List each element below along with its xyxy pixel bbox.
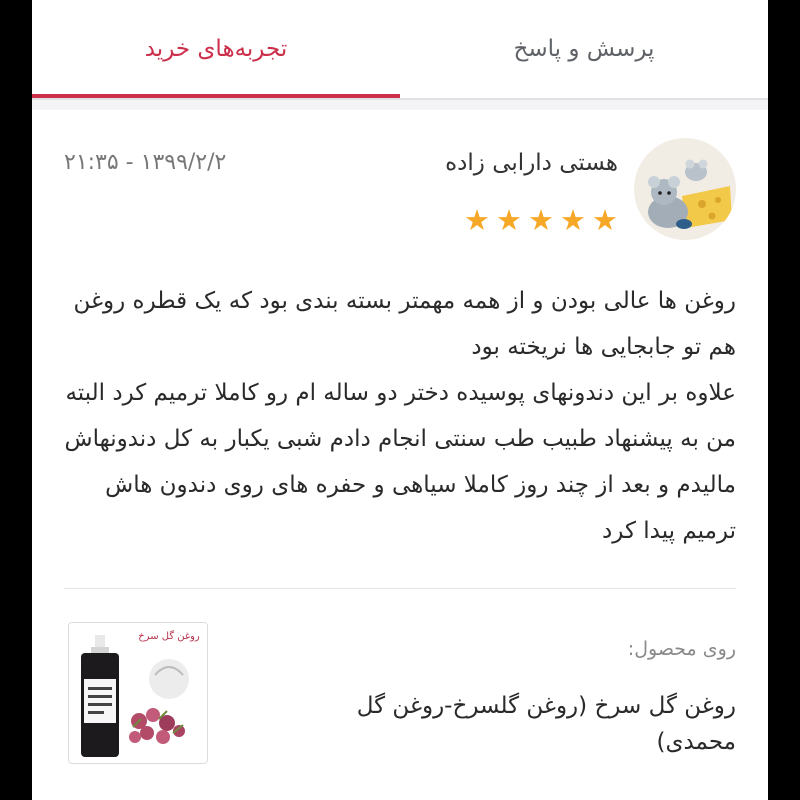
screen bbox=[32, 0, 768, 800]
review-card bbox=[32, 110, 768, 800]
review-paragraph: روغن ها عالی بودن و از همه مهمتر بسته بندی بود که یک قطره روغن هم تو جابجایی ها نریخته بود bbox=[73, 288, 736, 360]
product-thumbnail[interactable] bbox=[68, 622, 208, 764]
product-name[interactable]: روغن گل سرخ (روغن گلسرخ-روغن گل محمدی) bbox=[356, 693, 736, 755]
avatar-image bbox=[634, 138, 736, 240]
tab-purchase-experiences[interactable] bbox=[32, 0, 400, 98]
product-label: روی محصول: bbox=[627, 638, 736, 660]
star-icon: ★ bbox=[464, 203, 490, 237]
tab-bar bbox=[32, 0, 768, 98]
star-icon: ★ bbox=[496, 203, 522, 237]
rating-stars bbox=[464, 203, 618, 237]
product-image bbox=[69, 623, 207, 763]
avatar[interactable] bbox=[634, 138, 736, 240]
tab-questions-answers-label: پرسش و پاسخ bbox=[513, 36, 655, 62]
star-icon: ★ bbox=[560, 203, 586, 237]
tabs-divider bbox=[32, 98, 768, 100]
section-divider bbox=[64, 588, 736, 589]
thumbnail-text: روغن گل سرخ bbox=[138, 631, 200, 642]
review-date: ۱۳۹۹/۲/۲ - ۲۱:۳۵ bbox=[64, 150, 227, 175]
tab-purchase-experiences-label: تجربه‌های خرید bbox=[144, 36, 288, 62]
review-author: هستی دارابی زاده bbox=[445, 150, 618, 176]
review-text bbox=[56, 278, 736, 554]
star-icon: ★ bbox=[528, 203, 554, 237]
star-icon: ★ bbox=[592, 203, 618, 237]
review-paragraph: علاوه بر این دندونهای پوسیده دختر دو ساله ام رو کاملا ترمیم کرد البته من به پیشنهاد طبیب طب سنتی انجام دادم شبی یکبار به کل دندونهاش مالیدم و بعد از چند روز کاملا سیاهی و حفره های روی دندون هاش ترمیم پیدا کرد bbox=[64, 380, 736, 544]
tab-questions-answers[interactable] bbox=[400, 0, 768, 98]
